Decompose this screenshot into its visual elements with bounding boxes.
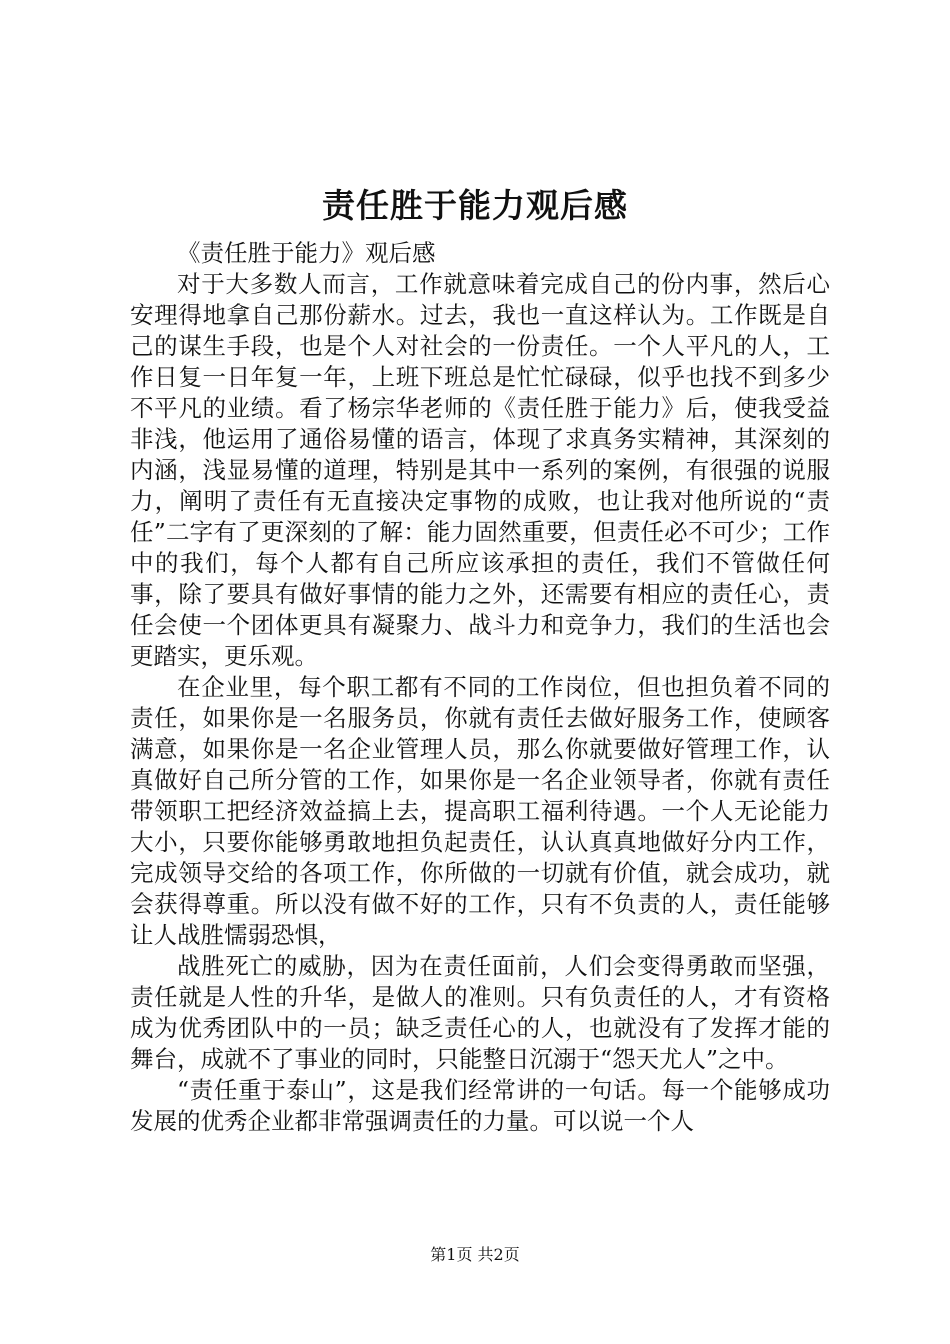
paragraph: 战胜死亡的威胁，因为在责任面前，人们会变得勇敢而坚强，责任就是人性的升华，是做人的准则。只有负责任的人，才有资格成为优秀团队中的一员；缺乏责任心的人，也就没有了发挥才能的舞台，成就不了事业的同时，只能整日沉溺于“怨天尤人”之中。 <box>130 952 830 1073</box>
paragraph-subtitle: 《责任胜于能力》观后感 <box>177 239 436 267</box>
paragraph: 在企业里，每个职工都有不同的工作岗位，但也担负着不同的责任，如果你是一名服务员，你就有责任去做好服务工作，使顾客满意，如果你是一名企业管理人员，那么你就要做好管理工作，认真做好自己所分管的工作，如果你是一名企业领导者，你就有责任带领职工把经济效益搞上去，提高职工福利待遇。一个人无论能力大小，只要你能够勇敢地担负起责任，认认真真地做好分内工作，完成领导交给的各项工作，你所做的一切就有价值，就会成功，就会获得尊重。所以没有做不好的工作，只有不负责的人，责任能够让人战胜懦弱恐惧， <box>130 673 830 949</box>
paragraph: 对于大多数人而言，工作就意味着完成自己的份内事，然后心安理得地拿自己那份薪水。过去，我也一直这样认为。工作既是自己的谋生手段，也是个人对社会的一份责任。一个人平凡的人，工作日复一日年复一年，上班下班总是忙忙碌碌，似乎也找不到多少不平凡的业绩。看了杨宗华老师的《责任胜于能力》后，使我受益非浅，他运用了通俗易懂的语言，体现了求真务实精神，其深刻的内涵，浅显易懂的道理，特别是其中一系列的案例，有很强的说服力，阐明了责任有无直接决定事物的成败，也让我对他所说的“责任”二字有了更深刻的了解：能力固然重要，但责任必不可少；工作中的我们，每个人都有自己所应该承担的责任，我们不管做任何事，除了要具有做好事情的能力之外，还需要有相应的责任心，责任会使一个团体更具有凝聚力、战斗力和竞争力，我们的生活也会更踏实，更乐观。 <box>130 270 830 670</box>
page-number-footer: 第1页 共2页 <box>430 1245 520 1264</box>
page-title: 责任胜于能力观后感 <box>322 186 628 225</box>
document-body <box>130 238 830 1137</box>
paragraph: “责任重于泰山”，这是我们经常讲的一句话。每一个能够成功发展的优秀企业都非常强调责任的力量。可以说一个人 <box>130 1076 830 1135</box>
